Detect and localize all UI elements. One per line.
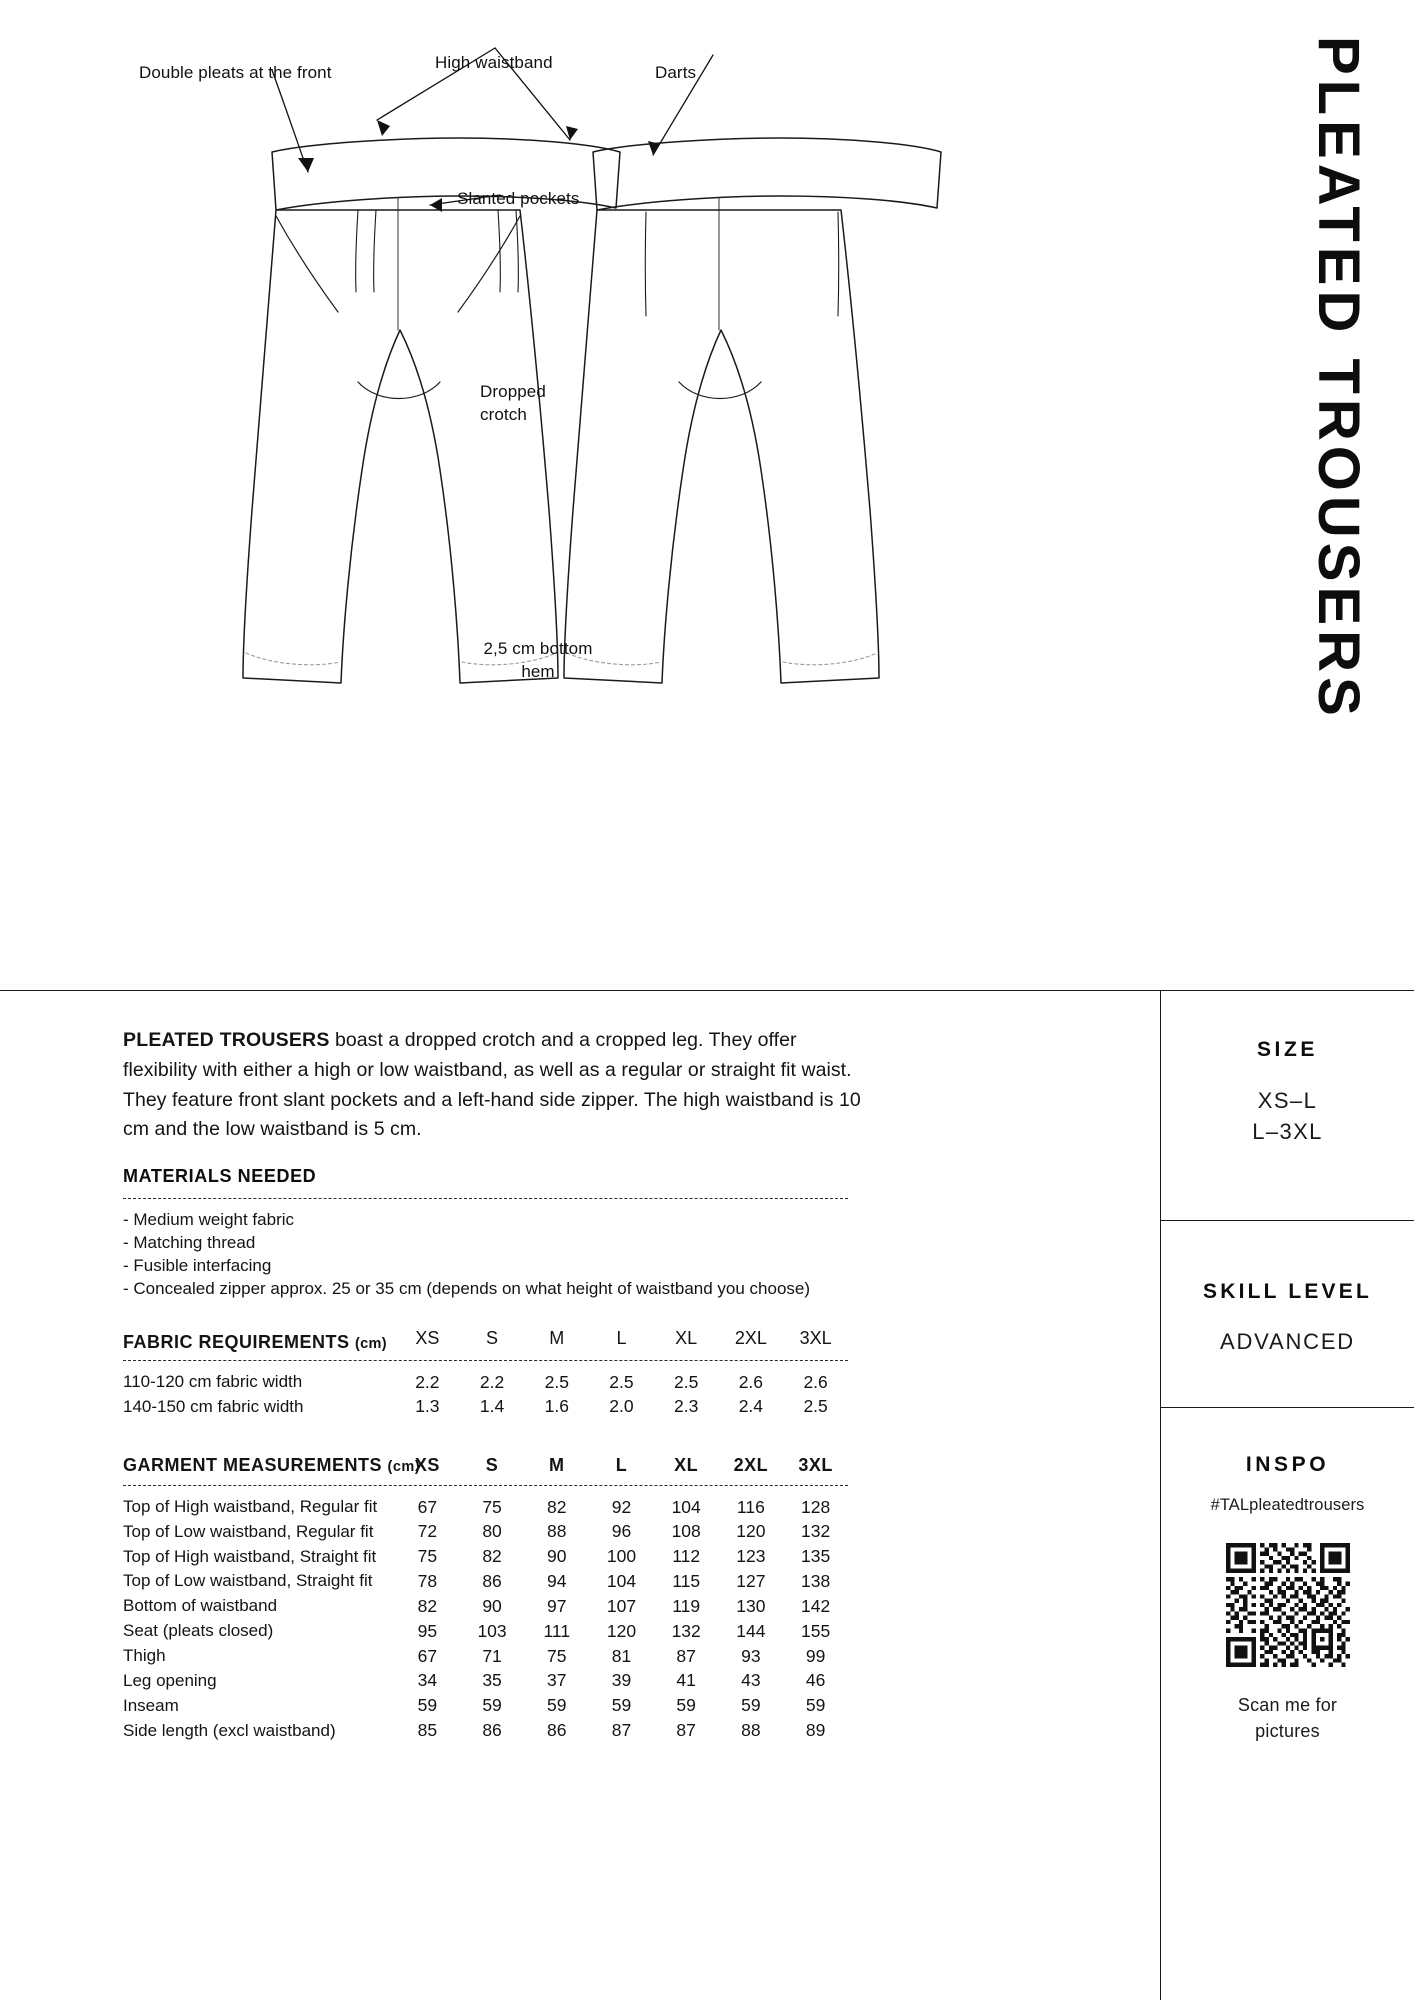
cell-value: 2.6 — [738, 1371, 764, 1392]
cell-value: 127 — [736, 1571, 766, 1592]
cell-value: 92 — [611, 1496, 632, 1517]
cell-value: 86 — [482, 1720, 502, 1741]
cell-value: 90 — [547, 1546, 567, 1567]
cell-value: 41 — [676, 1670, 696, 1691]
cell-value: 95 — [417, 1620, 438, 1641]
table-row — [123, 1693, 848, 1718]
cell-value: 93 — [741, 1645, 761, 1666]
cell-value: 104 — [606, 1571, 637, 1592]
garment-title-row — [123, 1453, 848, 1481]
cell-value: 2.2 — [479, 1371, 505, 1392]
cell-value: 43 — [741, 1670, 761, 1691]
cell-value: 120 — [736, 1521, 766, 1542]
qr-code-container[interactable] — [1175, 1543, 1400, 1667]
table-row — [123, 1569, 848, 1594]
size-header-2xl: 2XL — [734, 1328, 767, 1348]
table-row — [123, 1619, 848, 1644]
table-header-row — [123, 1326, 848, 1356]
garment-table-body — [123, 1495, 848, 1743]
details-column — [0, 991, 1160, 2000]
cell-value: 75 — [417, 1546, 438, 1567]
size-header-l: L — [616, 1328, 627, 1348]
cell-value: 132 — [801, 1521, 831, 1542]
cell-value: 86 — [482, 1571, 502, 1592]
garment-size-header-3xl: 3XL — [798, 1455, 833, 1475]
cell-value: 2.2 — [415, 1371, 440, 1392]
size-header-3xl: 3XL — [799, 1328, 832, 1348]
cell-value: 82 — [482, 1546, 502, 1567]
cell-value: 2.5 — [544, 1371, 569, 1392]
row-label: Inseam — [123, 1695, 179, 1715]
info-section — [0, 991, 1414, 2000]
cell-value: 123 — [736, 1546, 766, 1567]
table-row — [123, 1594, 848, 1619]
page-title: PLEATED TROUSERS — [1306, 36, 1371, 721]
garment-size-header-l: L — [615, 1455, 628, 1475]
cell-value: 97 — [547, 1595, 567, 1616]
callout-dropped-crotch: Dropped crotch — [480, 382, 546, 424]
fabric-requirements-block — [123, 1326, 848, 1419]
qr-code-icon[interactable] — [1226, 1543, 1350, 1667]
garment-size-header-xs: XS — [414, 1455, 440, 1475]
row-label: 140-150 cm fabric width — [123, 1396, 304, 1416]
garment-size-header-s: S — [485, 1455, 499, 1475]
row-label: Top of High waistband, Straight fit — [123, 1546, 377, 1566]
cell-value: 155 — [801, 1620, 831, 1641]
cell-value: 82 — [547, 1496, 567, 1517]
cell-value: 2.6 — [803, 1371, 828, 1392]
cell-value: 72 — [417, 1521, 438, 1542]
cell-value: 132 — [671, 1620, 701, 1641]
technical-drawing-area — [0, 0, 1414, 990]
material-item: - Medium weight fabric — [123, 1210, 295, 1229]
cell-value: 86 — [547, 1720, 567, 1741]
cell-value: 89 — [805, 1720, 826, 1741]
sidebar-panel-inspo — [1161, 1408, 1414, 1744]
cell-value: 135 — [801, 1546, 831, 1567]
inspo-hashtag: #TALpleatedtrousers — [1210, 1496, 1365, 1514]
cell-value: 2.3 — [674, 1396, 699, 1417]
row-label: Seat (pleats closed) — [123, 1621, 274, 1641]
table-row — [123, 1519, 848, 1544]
row-label: Bottom of waistband — [123, 1596, 278, 1616]
cell-value: 67 — [417, 1645, 438, 1666]
garment-measurements-block — [123, 1453, 848, 1743]
row-label: Top of High waistband, Regular fit — [123, 1496, 378, 1516]
cell-value: 138 — [801, 1571, 831, 1592]
row-label: Thigh — [123, 1645, 166, 1665]
size-header-s: S — [486, 1328, 499, 1348]
cell-value: 94 — [547, 1571, 567, 1592]
fabric-heading-unit: (cm) — [355, 1336, 387, 1352]
cell-value: 119 — [672, 1595, 701, 1616]
cell-value: 104 — [671, 1496, 701, 1517]
cell-value: 35 — [482, 1670, 502, 1691]
description-body: boast a dropped crotch and a cropped leg. They offer flexibility with either a high or low waistband, as well as a regular or straight fit waist. They feature front slant pockets and a left-hand side zipper. The high waistband is 10 cm and the low waistband is 5 cm. — [123, 1029, 861, 1141]
cell-value: 144 — [736, 1620, 766, 1641]
table-rule-row — [123, 1481, 848, 1495]
cell-value: 111 — [543, 1620, 571, 1641]
table-row — [123, 1718, 848, 1743]
table-row — [123, 1668, 848, 1693]
cell-value: 87 — [611, 1720, 632, 1741]
cell-value: 2.4 — [738, 1396, 764, 1417]
cell-value: 59 — [417, 1695, 438, 1716]
cell-value: 37 — [547, 1670, 567, 1691]
materials-heading: MATERIALS NEEDED — [123, 1166, 317, 1186]
cell-value: 75 — [547, 1645, 567, 1666]
fabric-heading — [123, 1326, 395, 1356]
cell-value: 75 — [482, 1496, 502, 1517]
sidebar-panel-skill-level — [1161, 1221, 1414, 1407]
cell-value: 34 — [417, 1670, 438, 1691]
material-item: - Fusible interfacing — [123, 1255, 272, 1275]
cell-value: 130 — [736, 1595, 766, 1616]
fabric-heading-text: FABRIC REQUIREMENTS — [123, 1332, 350, 1352]
cell-value: 103 — [477, 1620, 507, 1641]
row-label: Top of Low waistband, Regular fit — [123, 1521, 374, 1541]
cell-value: 59 — [611, 1695, 632, 1716]
cell-value: 85 — [417, 1720, 438, 1741]
back-view — [564, 138, 941, 683]
cell-value: 87 — [676, 1645, 696, 1666]
scan-instruction-line-2: pictures — [1255, 1720, 1320, 1741]
cell-value: 116 — [736, 1496, 765, 1517]
table-row — [123, 1370, 848, 1395]
garment-heading-text: GARMENT MEASUREMENTS — [123, 1455, 383, 1475]
materials-rule — [123, 1198, 848, 1199]
callout-slanted-pockets: Slanted pockets — [457, 189, 580, 208]
cell-value: 1.3 — [415, 1396, 440, 1417]
cell-value: 71 — [482, 1645, 502, 1666]
product-description — [123, 1026, 873, 1145]
row-label: 110-120 cm fabric width — [123, 1371, 303, 1391]
cell-value: 120 — [606, 1620, 637, 1641]
size-range-1: XS–L — [1257, 1088, 1318, 1113]
material-item: - Matching thread — [123, 1232, 256, 1252]
callout-double-pleats: Double pleats at the front — [139, 63, 332, 82]
cell-value: 59 — [805, 1695, 826, 1716]
cell-value: 96 — [611, 1521, 632, 1542]
cell-value: 80 — [482, 1521, 502, 1542]
size-range-2: L–3XL — [1252, 1119, 1323, 1145]
cell-value: 99 — [805, 1645, 826, 1666]
garment-size-header-2xl: 2XL — [733, 1455, 769, 1475]
materials-needed-block — [123, 1166, 848, 1301]
skill-level-value: ADVANCED — [1219, 1329, 1355, 1354]
cell-value: 88 — [741, 1720, 761, 1741]
callout-bottom-hem: 2,5 cm bottom hem — [483, 639, 593, 681]
cell-value: 59 — [482, 1695, 502, 1716]
cell-value: 107 — [606, 1595, 637, 1616]
table-row — [123, 1544, 848, 1569]
row-label: Leg opening — [123, 1670, 217, 1690]
cell-value: 59 — [741, 1695, 761, 1716]
table-row — [123, 1495, 848, 1520]
cell-value: 1.4 — [479, 1396, 505, 1417]
size-header-xl: XL — [675, 1328, 698, 1348]
fabric-table-rule — [123, 1356, 848, 1370]
cell-value: 112 — [672, 1546, 701, 1567]
skill-panel-title: SKILL LEVEL — [1203, 1280, 1372, 1303]
cell-value: 46 — [805, 1670, 826, 1691]
back-hem-stitching — [567, 653, 877, 665]
cell-value: 2.5 — [609, 1371, 634, 1392]
table-row — [123, 1644, 848, 1669]
cell-value: 67 — [417, 1496, 438, 1517]
cell-value: 87 — [676, 1720, 696, 1741]
size-header-m: M — [549, 1328, 565, 1348]
fabric-requirements-table — [123, 1326, 848, 1419]
cell-value: 1.6 — [544, 1396, 569, 1417]
callout-high-waistband: High waistband — [435, 53, 553, 72]
description-lead: PLEATED TROUSERS — [123, 1029, 330, 1051]
sidebar-panel-size — [1161, 991, 1414, 1220]
garment-size-header-xl: XL — [674, 1455, 699, 1475]
row-label: Side length (excl waistband) — [123, 1720, 336, 1740]
table-rule-row — [123, 1356, 848, 1370]
cell-value: 108 — [671, 1521, 701, 1542]
garment-size-header-m: M — [549, 1455, 565, 1475]
cell-value: 59 — [676, 1695, 696, 1716]
row-label: Top of Low waistband, Straight fit — [123, 1571, 373, 1591]
inspo-panel-title: INSPO — [1245, 1453, 1330, 1476]
garment-heading — [123, 1453, 421, 1481]
size-panel-title: SIZE — [1256, 1038, 1319, 1061]
cell-value: 142 — [801, 1595, 831, 1616]
cell-value: 100 — [606, 1546, 637, 1567]
cell-value: 81 — [611, 1645, 632, 1666]
cell-value: 39 — [611, 1670, 632, 1691]
sidebar — [1160, 991, 1414, 2000]
cell-value: 82 — [417, 1595, 438, 1616]
cell-value: 2.0 — [609, 1396, 634, 1417]
size-header-xs: XS — [415, 1328, 440, 1348]
garment-table-rule — [123, 1481, 848, 1495]
cell-value: 2.5 — [674, 1371, 699, 1392]
document-title-container — [1254, 0, 1414, 780]
cell-value: 59 — [547, 1695, 567, 1716]
cell-value: 90 — [482, 1595, 502, 1616]
material-item: - Concealed zipper approx. 25 or 35 cm (depends on what height of waistband you choose) — [123, 1278, 811, 1298]
cell-value: 78 — [417, 1571, 438, 1592]
table-row — [123, 1394, 848, 1419]
trousers-flat-sketch — [100, 30, 1000, 730]
cell-value: 115 — [672, 1571, 701, 1592]
cell-value: 88 — [547, 1521, 567, 1542]
garment-measurements-table — [123, 1453, 848, 1743]
cell-value: 128 — [801, 1496, 831, 1517]
scan-instruction-line-1: Scan me for — [1237, 1695, 1338, 1715]
garment-heading-unit: (cm) — [387, 1459, 421, 1475]
cell-value: 2.5 — [803, 1396, 828, 1417]
callout-darts: Darts — [655, 63, 697, 82]
